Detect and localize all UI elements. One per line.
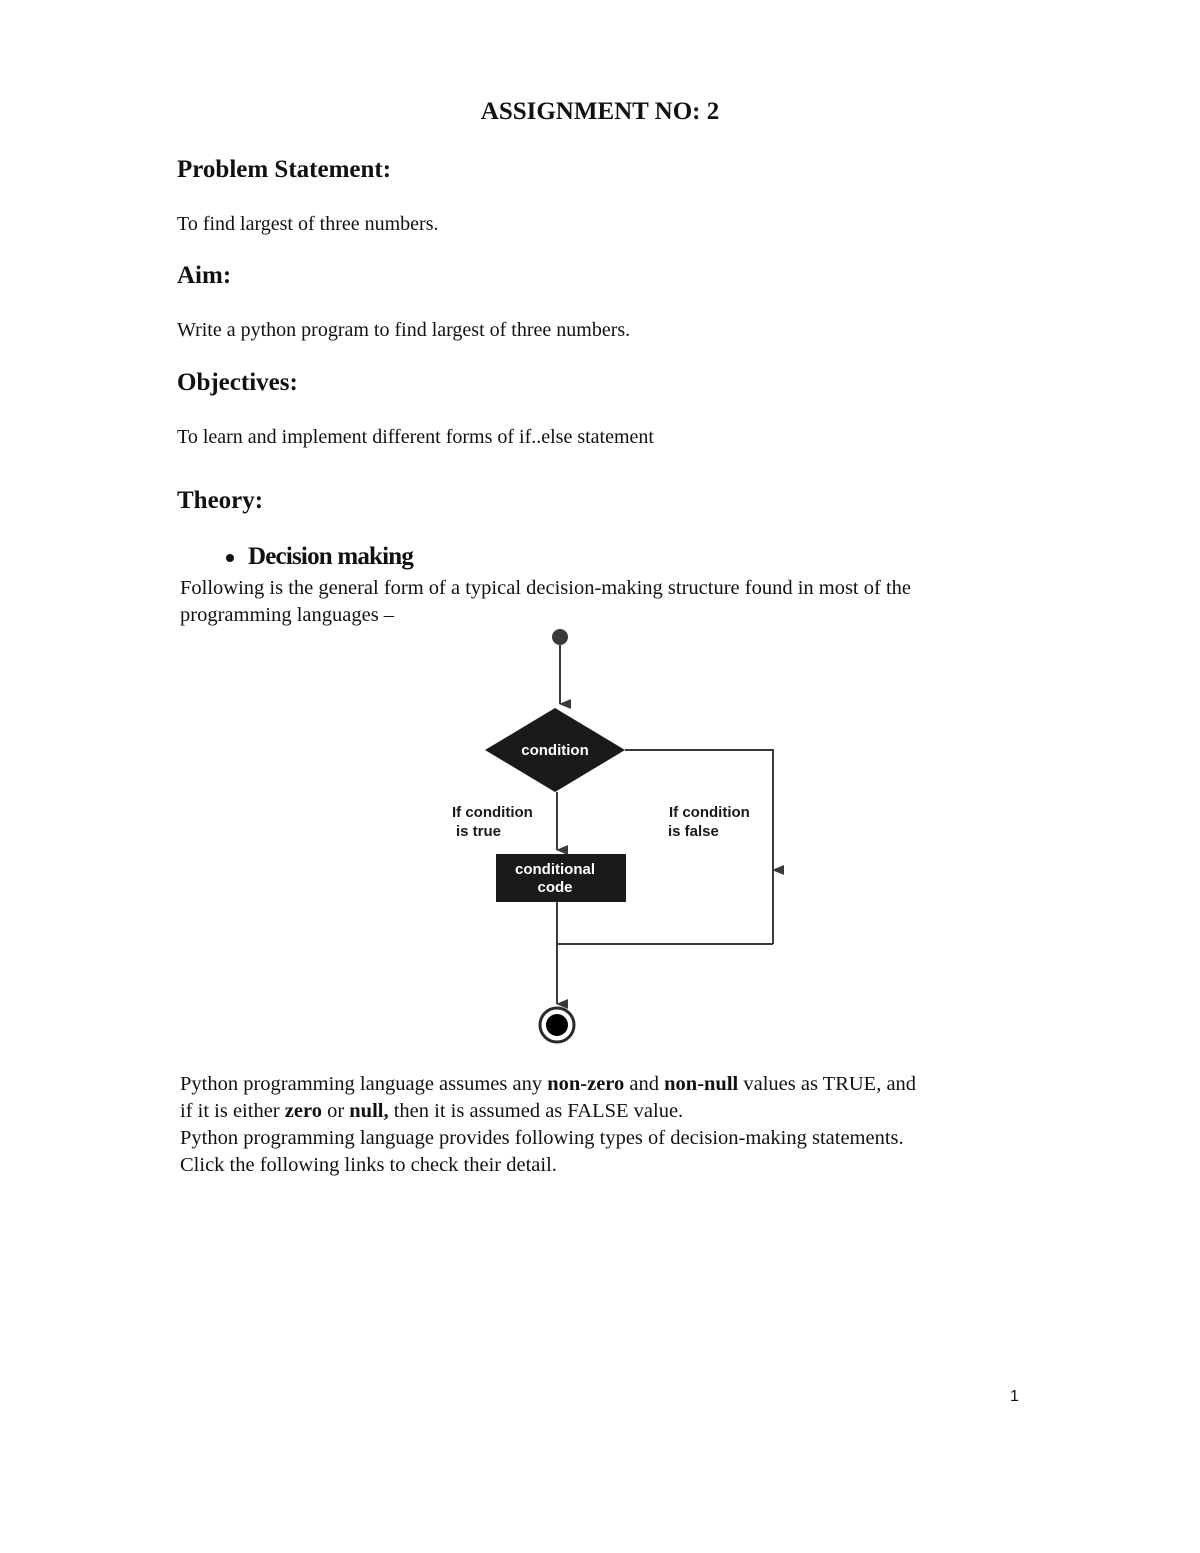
- true-label-line-1: If condition: [452, 804, 533, 821]
- truth-text-1: Python programming language assumes any: [180, 1073, 548, 1095]
- paragraph-truth-line-1: [180, 1071, 1050, 1098]
- problem-statement-heading: Problem Statement:: [177, 156, 392, 183]
- true-label-line-2: is true: [456, 823, 502, 840]
- decision-flowchart: [440, 620, 800, 1050]
- aim-heading: Aim:: [177, 262, 232, 289]
- paragraph-types-line-2: Click the following links to check their detail.: [180, 1154, 557, 1176]
- decision-making-label: Decision making: [248, 543, 414, 570]
- theory-intro-line-1: Following is the general form of a typical decision-making structure found in most of the: [180, 577, 912, 599]
- false-label-line-1: If condition: [669, 804, 750, 821]
- paragraph-truth-values: [180, 1071, 1050, 1179]
- paragraph-truth-line-2: [180, 1098, 1050, 1125]
- truth-text-5: or: [321, 1100, 350, 1122]
- truth-bold-zero: zero: [284, 1100, 322, 1122]
- truth-text-6: then it is assumed as FALSE value.: [388, 1100, 684, 1122]
- truth-bold-nonnull: non-null: [664, 1073, 739, 1095]
- assignment-title: ASSIGNMENT NO: 2: [480, 98, 720, 125]
- end-node-inner-icon: [546, 1014, 568, 1036]
- decision-making-bullet: [226, 543, 413, 571]
- truth-text-3: values as TRUE, and: [738, 1073, 917, 1095]
- condition-label: condition: [521, 742, 589, 759]
- false-label-line-2: is false: [668, 823, 719, 840]
- objectives-text: To learn and implement different forms of if..else statement: [177, 426, 654, 448]
- aim-text: Write a python program to find largest of three numbers.: [177, 319, 631, 341]
- page-number: 1: [1010, 1388, 1019, 1405]
- theory-intro-line-2: programming languages –: [180, 604, 395, 626]
- truth-text-4: if it is either: [180, 1100, 285, 1122]
- truth-text-2: and: [624, 1073, 665, 1095]
- truth-bold-null: null,: [349, 1100, 389, 1122]
- objectives-heading: Objectives:: [177, 369, 298, 396]
- start-node-icon: [552, 629, 568, 645]
- code-label-line-1: conditional: [515, 861, 595, 878]
- bullet-dot-icon: [226, 554, 234, 562]
- theory-heading: Theory:: [177, 487, 264, 514]
- problem-statement-text: To find largest of three numbers.: [177, 213, 439, 235]
- code-label-line-2: code: [537, 879, 573, 896]
- truth-bold-nonzero: non-zero: [547, 1073, 625, 1095]
- paragraph-types-line-1: Python programming language provides following types of decision-making statements.: [180, 1127, 904, 1149]
